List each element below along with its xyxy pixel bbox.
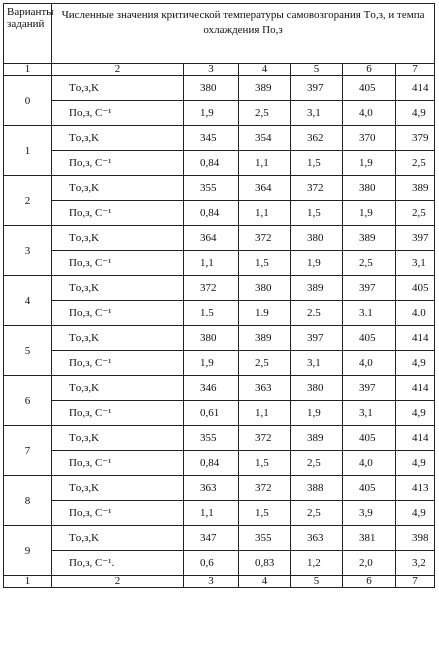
variant-number: 2 [4,176,52,226]
table-row-cooling-rate [4,151,435,176]
temperature-value: 405 [343,326,396,351]
temperature-value: 354 [239,126,291,151]
temperature-label: Tо,з,K [52,476,184,501]
temperature-value: 380 [184,326,239,351]
temperature-value: 414 [396,426,435,451]
col-number: 4 [239,64,291,76]
variant-number: 3 [4,226,52,276]
temperature-value: 364 [239,176,291,201]
cooling-rate-value: 0,84 [184,201,239,226]
temperature-value: 397 [291,326,343,351]
temperature-label: Tо,з,K [52,426,184,451]
temperature-value: 389 [343,226,396,251]
temperature-value: 380 [343,176,396,201]
cooling-rate-value: 1,9 [343,201,396,226]
cooling-rate-value: 4,0 [343,351,396,376]
cooling-rate-label: По,з, С⁻¹. [52,551,184,576]
table-row-cooling-rate [4,201,435,226]
variant-number: 4 [4,276,52,326]
cooling-rate-label: По,з, С⁻¹ [52,501,184,526]
cooling-rate-value: 2,5 [396,201,435,226]
cooling-rate-label: По,з, С⁻¹ [52,201,184,226]
temperature-value: 380 [291,376,343,401]
cooling-rate-value: 2,5 [343,251,396,276]
cooling-rate-value: 2,5 [291,501,343,526]
cooling-rate-value: 2,0 [343,551,396,576]
data-table [3,3,435,588]
col-number: 6 [343,64,396,76]
temperature-value: 372 [184,276,239,301]
cooling-rate-value: 4,9 [396,351,435,376]
cooling-rate-value: 4,9 [396,101,435,126]
cooling-rate-label: По,з, С⁻¹ [52,451,184,476]
cooling-rate-value: 0,83 [239,551,291,576]
temperature-value: 388 [291,476,343,501]
cooling-rate-value: 2.5 [291,301,343,326]
temperature-label: Tо,з,K [52,376,184,401]
cooling-rate-value: 1,5 [291,201,343,226]
cooling-rate-label: По,з, С⁻¹ [52,301,184,326]
cooling-rate-value: 4,9 [396,501,435,526]
cooling-rate-value: 1,1 [239,151,291,176]
cooling-rate-value: 1,5 [239,251,291,276]
cooling-rate-value: 1,1 [239,201,291,226]
col-number: 1 [4,64,52,76]
temperature-label: Tо,з,K [52,276,184,301]
temperature-value: 372 [239,226,291,251]
cooling-rate-value: 4,0 [343,101,396,126]
temperature-value: 414 [396,326,435,351]
table-title: Численные значения критической температуры самовозгорания Tо,з, и темпа охлаждения По,з [52,4,435,64]
cooling-rate-value: 3,9 [343,501,396,526]
table-row-cooling-rate [4,351,435,376]
temperature-value: 405 [396,276,435,301]
temperature-label: Tо,з,K [52,176,184,201]
cooling-rate-value: 4.0 [396,301,435,326]
table-row-cooling-rate [4,301,435,326]
cooling-rate-value: 1.9 [239,301,291,326]
col-number: 5 [291,64,343,76]
cooling-rate-value: 1,9 [184,351,239,376]
temperature-value: 381 [343,526,396,551]
temperature-value: 355 [184,176,239,201]
cooling-rate-value: 0,61 [184,401,239,426]
table-row-cooling-rate [4,101,435,126]
cooling-rate-value: 4,9 [396,451,435,476]
table-row-temperature [4,126,435,151]
variant-number: 6 [4,376,52,426]
variant-number: 1 [4,126,52,176]
cooling-rate-value: 4,0 [343,451,396,476]
temperature-label: Tо,з,K [52,76,184,101]
cooling-rate-value: 1,1 [184,251,239,276]
table-row-cooling-rate [4,451,435,476]
temperature-label: Tо,з,K [52,226,184,251]
variant-number: 8 [4,476,52,526]
table-row-temperature [4,226,435,251]
cooling-rate-value: 1,5 [291,151,343,176]
table-row-cooling-rate [4,401,435,426]
temperature-value: 380 [239,276,291,301]
temperature-value: 355 [184,426,239,451]
temperature-value: 389 [291,426,343,451]
temperature-value: 397 [343,276,396,301]
temperature-value: 414 [396,376,435,401]
temperature-value: 397 [343,376,396,401]
temperature-value: 372 [239,426,291,451]
table-row-temperature [4,426,435,451]
column-number-row-top [4,64,435,76]
temperature-value: 363 [184,476,239,501]
temperature-value: 363 [239,376,291,401]
temperature-value: 389 [396,176,435,201]
col-number: 7 [396,576,435,588]
cooling-rate-value: 3,1 [343,401,396,426]
temperature-label: Tо,з,K [52,126,184,151]
cooling-rate-value: 1,9 [291,251,343,276]
temperature-value: 397 [291,76,343,101]
table-row-temperature [4,476,435,501]
temperature-value: 372 [239,476,291,501]
table-row-cooling-rate [4,251,435,276]
table-row-temperature [4,376,435,401]
cooling-rate-value: 2,5 [239,101,291,126]
header-row [4,4,435,64]
cooling-rate-value: 4,9 [396,401,435,426]
cooling-rate-value: 3,1 [291,101,343,126]
temperature-value: 405 [343,426,396,451]
temperature-label: Tо,з,K [52,526,184,551]
variant-number: 5 [4,326,52,376]
cooling-rate-value: 3,2 [396,551,435,576]
table-row-temperature [4,76,435,101]
temperature-value: 413 [396,476,435,501]
variant-number: 0 [4,76,52,126]
cooling-rate-value: 1,1 [184,501,239,526]
col-number: 3 [184,64,239,76]
variant-number: 7 [4,426,52,476]
temperature-value: 380 [291,226,343,251]
cooling-rate-value: 1,9 [184,101,239,126]
temperature-value: 397 [396,226,435,251]
temperature-value: 345 [184,126,239,151]
cooling-rate-value: 3,1 [396,251,435,276]
temperature-value: 389 [239,326,291,351]
cooling-rate-value: 0,6 [184,551,239,576]
temperature-value: 372 [291,176,343,201]
temperature-value: 347 [184,526,239,551]
temperature-value: 405 [343,476,396,501]
col-number: 7 [396,64,435,76]
cooling-rate-label: По,з, С⁻¹ [52,101,184,126]
column-number-row-bottom [4,576,435,588]
col-number: 4 [239,576,291,588]
variant-number: 9 [4,526,52,576]
cooling-rate-value: 0,84 [184,451,239,476]
col-number: 6 [343,576,396,588]
cooling-rate-value: 3.1 [343,301,396,326]
variants-header: Варианты заданий [4,4,52,64]
cooling-rate-value: 2,5 [239,351,291,376]
cooling-rate-value: 1,5 [239,501,291,526]
col-number: 1 [4,576,52,588]
table-row-cooling-rate [4,501,435,526]
temperature-value: 370 [343,126,396,151]
temperature-value: 364 [184,226,239,251]
temperature-value: 379 [396,126,435,151]
cooling-rate-value: 1,2 [291,551,343,576]
temperature-label: Tо,з,K [52,326,184,351]
table-row-temperature [4,276,435,301]
temperature-value: 355 [239,526,291,551]
temperature-value: 380 [184,76,239,101]
cooling-rate-label: По,з, С⁻¹ [52,401,184,426]
table-row-temperature [4,176,435,201]
temperature-value: 414 [396,76,435,101]
cooling-rate-value: 2,5 [396,151,435,176]
table-row-temperature [4,526,435,551]
cooling-rate-value: 1,9 [343,151,396,176]
temperature-value: 362 [291,126,343,151]
temperature-value: 346 [184,376,239,401]
temperature-value: 398 [396,526,435,551]
col-number: 3 [184,576,239,588]
temperature-value: 363 [291,526,343,551]
cooling-rate-value: 2,5 [291,451,343,476]
temperature-value: 389 [239,76,291,101]
cooling-rate-value: 1,5 [239,451,291,476]
cooling-rate-value: 0,84 [184,151,239,176]
col-number: 2 [52,64,184,76]
temperature-value: 389 [291,276,343,301]
cooling-rate-value: 3,1 [291,351,343,376]
table-row-temperature [4,326,435,351]
cooling-rate-value: 1,1 [239,401,291,426]
table-row-cooling-rate [4,551,435,576]
cooling-rate-label: По,з, С⁻¹ [52,151,184,176]
cooling-rate-label: По,з, С⁻¹ [52,351,184,376]
cooling-rate-label: По,з, С⁻¹ [52,251,184,276]
col-number: 2 [52,576,184,588]
cooling-rate-value: 1.5 [184,301,239,326]
cooling-rate-value: 1,9 [291,401,343,426]
temperature-value: 405 [343,76,396,101]
col-number: 5 [291,576,343,588]
